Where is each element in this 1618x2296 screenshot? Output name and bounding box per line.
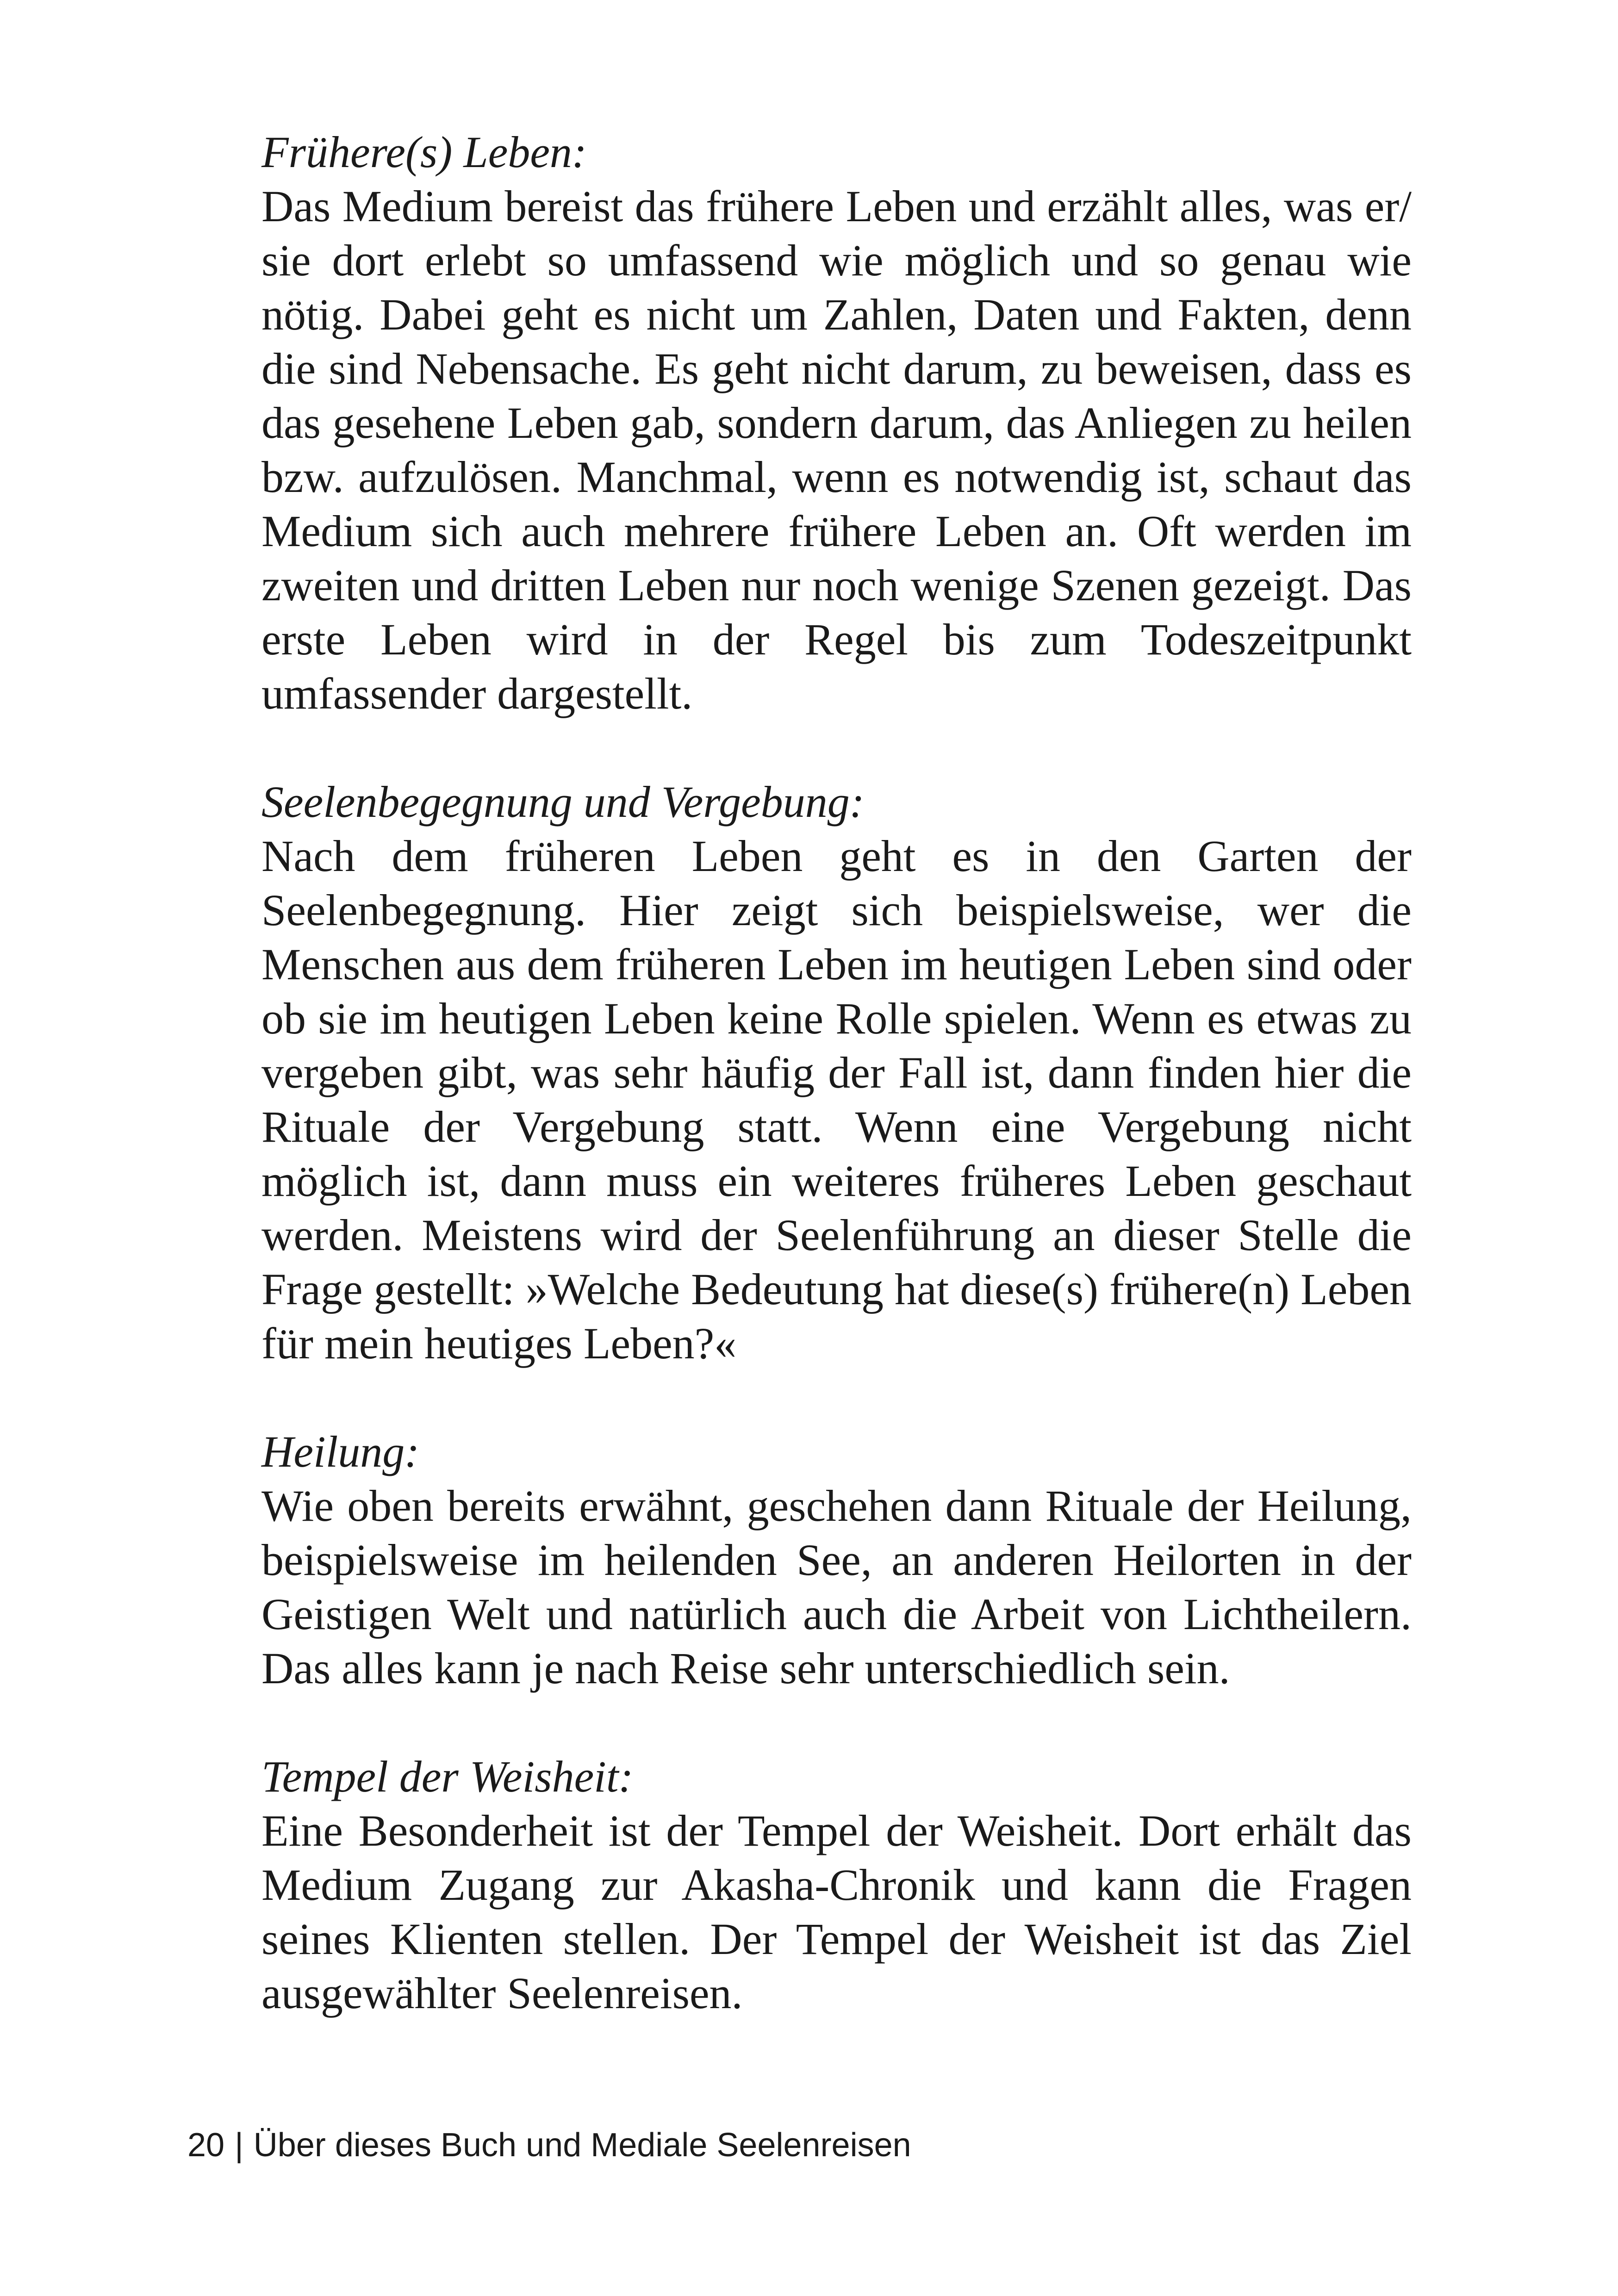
section-body: Wie oben bereits erwähnt, geschehen dann Rituale der Heilung, beispielsweise im heilenden See, an anderen Heilorten in der Geistigen Welt und natürlich auch die Arbeit von Lichtheilern. Das alles kann je nach Reise sehr unterschiedlich sein. bbox=[261, 1481, 1412, 1693]
section-heading: Heilung: bbox=[261, 1427, 420, 1476]
section-heading: Frühere(s) Leben: bbox=[261, 127, 587, 177]
section-body: Das Medium bereist das frühere Leben und erzählt alles, was er/ sie dort erlebt so umfassend wie möglich und so genau wie nötig. Dabei geht es nicht um Zahlen, Daten und Fakten, denn die sind Nebensache. Es geht nicht darum, zu beweisen, dass es das gesehene Leben gab, sondern darum, das Anliegen zu heilen bzw. aufzulösen. Manchmal, wenn es notwendig ist, schaut das Medium sich auch mehrere frühere Leben an. Oft werden im zweiten und dritten Leben nur noch wenige Szenen gezeigt. Das erste Leben wird in der Regel bis zum Todeszeitpunkt umfassender dargestellt. bbox=[261, 181, 1412, 718]
section-heilung bbox=[261, 1425, 1412, 1695]
footer-separator: | bbox=[235, 2127, 243, 2164]
page-footer bbox=[187, 2124, 911, 2166]
section-heading: Tempel der Weisheit: bbox=[261, 1752, 634, 1801]
running-title: Über dieses Buch und Mediale Seelenreisen bbox=[253, 2127, 911, 2164]
section-heading: Seelenbegegnung und Vergebung: bbox=[261, 777, 865, 827]
section-body: Nach dem früheren Leben geht es in den Garten der Seelenbegegnung. Hier zeigt sich beispielsweise, wer die Menschen aus dem früheren Leben im heutigen Leben sind oder ob sie im heutigen Leben keine Rolle spielen. Wenn es etwas zu vergeben gibt, was sehr häufig der Fall ist, dann finden hier die Rituale der Vergebung statt. Wenn eine Vergebung nicht möglich ist, dann muss ein weiteres früheres Leben geschaut werden. Meistens wird der Seelenführung an dieser Stelle die Frage gestellt: »Welche Bedeutung hat diese(s) frühere(n) Leben für mein heutiges Leben?« bbox=[261, 831, 1412, 1368]
section-fruehere-leben bbox=[261, 125, 1412, 721]
main-text bbox=[261, 125, 1412, 2020]
section-seelenbegegnung bbox=[261, 775, 1412, 1370]
section-body: Eine Besonderheit ist der Tempel der Weisheit. Dort erhält das Medium Zugang zur Akasha-Chronik und kann die Fragen seines Klienten stellen. Der Tempel der Weisheit ist das Ziel ausgewählter Seelenreisen. bbox=[261, 1806, 1412, 2018]
section-tempel-der-weisheit bbox=[261, 1749, 1412, 2020]
page-number: 20 bbox=[187, 2127, 225, 2164]
